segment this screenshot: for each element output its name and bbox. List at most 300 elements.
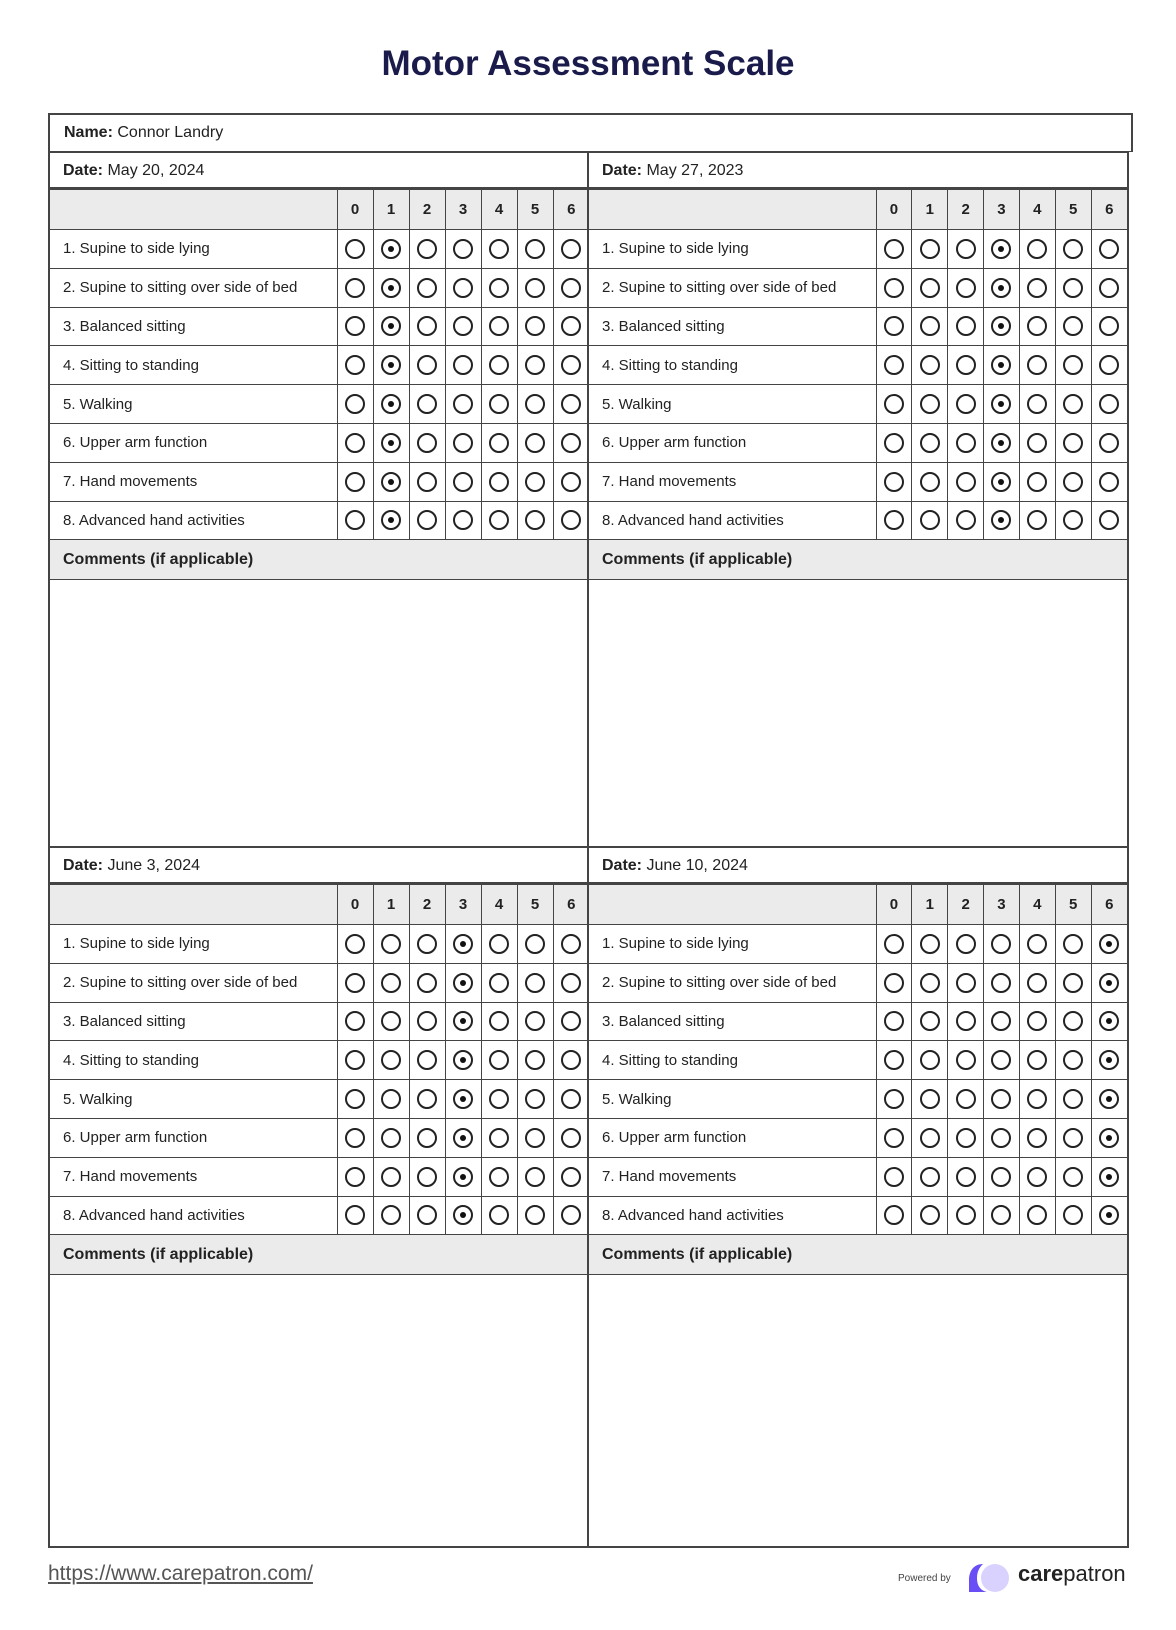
item-label: 6. Upper arm function [589,423,876,462]
radio-unselected[interactable] [489,934,509,954]
radio-unselected[interactable] [920,239,940,259]
score-cell [1055,1080,1091,1119]
radio-unselected[interactable] [1063,433,1083,453]
radio-selected[interactable] [453,1011,473,1031]
radio-unselected[interactable] [1027,472,1047,492]
radio-unselected[interactable] [1099,316,1119,336]
radio-selected[interactable] [1099,1128,1119,1148]
radio-unselected[interactable] [345,1089,365,1109]
radio-unselected[interactable] [920,355,940,375]
radio-unselected[interactable] [884,1011,904,1031]
radio-unselected[interactable] [1027,510,1047,530]
radio-unselected[interactable] [417,1050,437,1070]
radio-unselected[interactable] [489,278,509,298]
radio-selected[interactable] [453,1050,473,1070]
page-title: Motor Assessment Scale [381,44,795,83]
radio-unselected[interactable] [417,973,437,993]
radio-unselected[interactable] [920,973,940,993]
comments-field[interactable] [589,580,1127,848]
radio-unselected[interactable] [489,472,509,492]
radio-unselected[interactable] [920,433,940,453]
radio-unselected[interactable] [561,316,581,336]
radio-unselected[interactable] [561,239,581,259]
radio-unselected[interactable] [1063,472,1083,492]
score-cell [445,1157,481,1196]
radio-unselected[interactable] [1027,1128,1047,1148]
radio-selected[interactable] [381,394,401,414]
radio-unselected[interactable] [489,355,509,375]
score-cell [373,963,409,1002]
score-table [50,189,589,540]
score-cell [517,1041,553,1080]
radio-unselected[interactable] [561,510,581,530]
score-cell [517,1080,553,1119]
radio-unselected[interactable] [956,1050,976,1070]
radio-unselected[interactable] [345,1011,365,1031]
radio-unselected[interactable] [381,973,401,993]
radio-unselected[interactable] [345,433,365,453]
score-cell [1055,385,1091,424]
radio-unselected[interactable] [345,1167,365,1187]
radio-unselected[interactable] [417,510,437,530]
radio-unselected[interactable] [345,1050,365,1070]
radio-unselected[interactable] [489,1167,509,1187]
radio-unselected[interactable] [417,1205,437,1225]
radio-unselected[interactable] [956,973,976,993]
radio-unselected[interactable] [381,1167,401,1187]
date-label: Date: [602,857,643,874]
radio-unselected[interactable] [417,1011,437,1031]
radio-selected[interactable] [453,934,473,954]
radio-unselected[interactable] [489,239,509,259]
score-cell [373,385,409,424]
radio-unselected[interactable] [525,1050,545,1070]
radio-unselected[interactable] [561,433,581,453]
radio-unselected[interactable] [417,1167,437,1187]
score-cell [337,1002,373,1041]
radio-unselected[interactable] [884,239,904,259]
radio-unselected[interactable] [956,316,976,336]
radio-unselected[interactable] [345,355,365,375]
radio-unselected[interactable] [884,394,904,414]
radio-unselected[interactable] [920,394,940,414]
radio-unselected[interactable] [920,934,940,954]
score-header-0: 0 [876,190,912,230]
radio-unselected[interactable] [956,1167,976,1187]
radio-unselected[interactable] [956,1128,976,1148]
radio-selected[interactable] [381,278,401,298]
radio-unselected[interactable] [561,1128,581,1148]
score-cell [373,1196,409,1235]
radio-selected[interactable] [453,973,473,993]
table-row [50,1002,589,1041]
radio-unselected[interactable] [884,433,904,453]
radio-unselected[interactable] [561,1167,581,1187]
radio-unselected[interactable] [1063,1011,1083,1031]
score-cell [984,1080,1020,1119]
radio-unselected[interactable] [1099,433,1119,453]
radio-selected[interactable] [991,472,1011,492]
assessment-date-row [589,151,1127,189]
radio-unselected[interactable] [525,472,545,492]
score-cell [1091,1157,1127,1196]
radio-unselected[interactable] [956,472,976,492]
radio-unselected[interactable] [381,934,401,954]
radio-unselected[interactable] [956,394,976,414]
radio-unselected[interactable] [991,1167,1011,1187]
item-label: 1. Supine to side lying [50,230,337,269]
table-row [50,1196,589,1235]
radio-unselected[interactable] [561,472,581,492]
score-cell [1091,1196,1127,1235]
radio-unselected[interactable] [525,239,545,259]
radio-unselected[interactable] [525,1089,545,1109]
assessment-3 [48,846,589,1548]
radio-selected[interactable] [1099,1011,1119,1031]
radio-unselected[interactable] [884,510,904,530]
radio-unselected[interactable] [1063,1089,1083,1109]
radio-unselected[interactable] [417,433,437,453]
radio-unselected[interactable] [525,316,545,336]
radio-unselected[interactable] [1063,1128,1083,1148]
score-header-0: 0 [337,885,373,925]
carepatron-brand [1018,1561,1126,1587]
score-header-6: 6 [1091,885,1127,925]
radio-unselected[interactable] [884,973,904,993]
radio-unselected[interactable] [453,433,473,453]
radio-unselected[interactable] [1063,394,1083,414]
score-cell [1019,268,1055,307]
radio-unselected[interactable] [920,510,940,530]
item-label: 1. Supine to side lying [589,925,876,964]
radio-unselected[interactable] [1099,239,1119,259]
comments-field[interactable] [50,580,589,848]
radio-unselected[interactable] [991,1011,1011,1031]
score-header-2: 2 [409,885,445,925]
radio-unselected[interactable] [1063,934,1083,954]
radio-unselected[interactable] [956,1089,976,1109]
radio-unselected[interactable] [489,1205,509,1225]
radio-unselected[interactable] [525,1167,545,1187]
radio-selected[interactable] [453,1128,473,1148]
radio-unselected[interactable] [525,510,545,530]
score-cell [445,346,481,385]
score-cell [517,385,553,424]
score-cell [1055,307,1091,346]
radio-unselected[interactable] [884,1167,904,1187]
radio-unselected[interactable] [956,934,976,954]
comments-field[interactable] [50,1275,589,1548]
radio-selected[interactable] [991,355,1011,375]
radio-unselected[interactable] [381,1205,401,1225]
carepatron-link[interactable]: https://www.carepatron.com/ [48,1562,313,1585]
radio-unselected[interactable] [417,278,437,298]
radio-unselected[interactable] [561,1089,581,1109]
radio-unselected[interactable] [884,1050,904,1070]
score-cell [337,1080,373,1119]
radio-unselected[interactable] [489,1089,509,1109]
radio-unselected[interactable] [1099,394,1119,414]
score-cell [481,268,517,307]
radio-unselected[interactable] [489,1128,509,1148]
score-cell [912,925,948,964]
score-cell [517,462,553,501]
radio-unselected[interactable] [561,278,581,298]
radio-unselected[interactable] [453,355,473,375]
radio-unselected[interactable] [1027,1167,1047,1187]
radio-unselected[interactable] [920,316,940,336]
radio-unselected[interactable] [920,1050,940,1070]
radio-unselected[interactable] [453,278,473,298]
radio-selected[interactable] [381,510,401,530]
radio-unselected[interactable] [561,1011,581,1031]
radio-unselected[interactable] [453,316,473,336]
radio-unselected[interactable] [561,1050,581,1070]
radio-unselected[interactable] [1063,239,1083,259]
radio-unselected[interactable] [345,278,365,298]
radio-unselected[interactable] [417,1089,437,1109]
radio-selected[interactable] [453,1167,473,1187]
radio-unselected[interactable] [561,973,581,993]
score-header-2: 2 [948,190,984,230]
radio-unselected[interactable] [561,1205,581,1225]
table-row [589,230,1127,269]
radio-unselected[interactable] [381,1011,401,1031]
radio-unselected[interactable] [453,394,473,414]
radio-unselected[interactable] [884,472,904,492]
radio-selected[interactable] [1099,1050,1119,1070]
radio-unselected[interactable] [991,1050,1011,1070]
radio-unselected[interactable] [453,239,473,259]
radio-unselected[interactable] [417,472,437,492]
radio-selected[interactable] [991,394,1011,414]
radio-unselected[interactable] [1027,355,1047,375]
radio-unselected[interactable] [381,1128,401,1148]
table-row [589,1041,1127,1080]
radio-unselected[interactable] [991,934,1011,954]
radio-unselected[interactable] [525,433,545,453]
radio-unselected[interactable] [1027,278,1047,298]
radio-unselected[interactable] [991,1205,1011,1225]
radio-unselected[interactable] [1063,1167,1083,1187]
score-cell [984,1002,1020,1041]
radio-unselected[interactable] [1063,278,1083,298]
radio-unselected[interactable] [1027,1205,1047,1225]
comments-field[interactable] [589,1275,1127,1548]
score-header-3: 3 [984,885,1020,925]
radio-selected[interactable] [991,433,1011,453]
radio-unselected[interactable] [1027,1050,1047,1070]
radio-unselected[interactable] [525,973,545,993]
table-row [589,346,1127,385]
radio-unselected[interactable] [525,355,545,375]
score-header-5: 5 [1055,885,1091,925]
table-row [50,268,589,307]
radio-unselected[interactable] [417,934,437,954]
radio-unselected[interactable] [525,278,545,298]
radio-unselected[interactable] [956,278,976,298]
score-cell [517,501,553,540]
radio-unselected[interactable] [884,934,904,954]
score-cell [337,385,373,424]
radio-unselected[interactable] [345,472,365,492]
score-cell [876,1196,912,1235]
radio-unselected[interactable] [956,239,976,259]
table-row [589,462,1127,501]
radio-unselected[interactable] [884,316,904,336]
radio-unselected[interactable] [345,510,365,530]
radio-unselected[interactable] [1063,1050,1083,1070]
radio-unselected[interactable] [417,355,437,375]
radio-unselected[interactable] [525,1128,545,1148]
radio-unselected[interactable] [991,973,1011,993]
radio-unselected[interactable] [920,1011,940,1031]
radio-unselected[interactable] [991,1128,1011,1148]
radio-unselected[interactable] [1027,973,1047,993]
radio-unselected[interactable] [884,355,904,375]
radio-unselected[interactable] [561,934,581,954]
radio-unselected[interactable] [525,934,545,954]
radio-unselected[interactable] [489,316,509,336]
radio-unselected[interactable] [920,1167,940,1187]
radio-unselected[interactable] [489,1011,509,1031]
radio-unselected[interactable] [561,394,581,414]
score-cell [1055,1118,1091,1157]
radio-unselected[interactable] [525,394,545,414]
radio-unselected[interactable] [453,510,473,530]
score-cell [445,307,481,346]
radio-selected[interactable] [381,239,401,259]
assessment-date: June 10, 2024 [646,857,748,874]
radio-selected[interactable] [381,355,401,375]
radio-unselected[interactable] [1063,355,1083,375]
radio-unselected[interactable] [920,1128,940,1148]
radio-unselected[interactable] [345,973,365,993]
radio-selected[interactable] [1099,1205,1119,1225]
radio-unselected[interactable] [417,394,437,414]
score-cell [409,423,445,462]
score-cell [337,1196,373,1235]
score-cell [373,925,409,964]
radio-unselected[interactable] [1027,394,1047,414]
radio-unselected[interactable] [489,973,509,993]
radio-selected[interactable] [1099,973,1119,993]
radio-unselected[interactable] [1027,1011,1047,1031]
radio-unselected[interactable] [453,472,473,492]
score-cell [1019,1157,1055,1196]
radio-unselected[interactable] [1099,510,1119,530]
radio-selected[interactable] [381,316,401,336]
radio-unselected[interactable] [417,239,437,259]
radio-unselected[interactable] [956,433,976,453]
comments-header: Comments (if applicable) [589,1235,1127,1275]
radio-unselected[interactable] [884,1205,904,1225]
radio-unselected[interactable] [489,433,509,453]
radio-unselected[interactable] [1027,1089,1047,1109]
radio-unselected[interactable] [345,394,365,414]
radio-unselected[interactable] [991,1089,1011,1109]
radio-unselected[interactable] [525,1205,545,1225]
radio-unselected[interactable] [345,934,365,954]
radio-selected[interactable] [381,433,401,453]
radio-selected[interactable] [453,1089,473,1109]
radio-unselected[interactable] [489,510,509,530]
table-row [50,462,589,501]
radio-unselected[interactable] [345,1205,365,1225]
radio-unselected[interactable] [956,1205,976,1225]
score-header-3: 3 [445,885,481,925]
radio-unselected[interactable] [345,239,365,259]
radio-unselected[interactable] [417,316,437,336]
radio-unselected[interactable] [1063,1205,1083,1225]
radio-selected[interactable] [1099,1089,1119,1109]
radio-unselected[interactable] [381,1089,401,1109]
radio-unselected[interactable] [381,1050,401,1070]
radio-unselected[interactable] [489,394,509,414]
radio-unselected[interactable] [1027,934,1047,954]
radio-unselected[interactable] [884,1128,904,1148]
score-cell [337,230,373,269]
radio-unselected[interactable] [1063,510,1083,530]
table-row [50,230,589,269]
radio-unselected[interactable] [956,355,976,375]
radio-unselected[interactable] [489,1050,509,1070]
score-cell [876,346,912,385]
radio-unselected[interactable] [1027,433,1047,453]
radio-unselected[interactable] [920,278,940,298]
radio-unselected[interactable] [1099,278,1119,298]
item-label: 4. Sitting to standing [589,1041,876,1080]
radio-unselected[interactable] [956,1011,976,1031]
radio-unselected[interactable] [1099,355,1119,375]
radio-unselected[interactable] [1099,472,1119,492]
radio-selected[interactable] [991,316,1011,336]
radio-unselected[interactable] [956,510,976,530]
score-cell [876,1041,912,1080]
radio-selected[interactable] [991,278,1011,298]
score-cell [517,1002,553,1041]
radio-unselected[interactable] [1063,973,1083,993]
radio-unselected[interactable] [561,355,581,375]
radio-selected[interactable] [1099,1167,1119,1187]
table-row [589,307,1127,346]
radio-unselected[interactable] [345,1128,365,1148]
radio-unselected[interactable] [1027,239,1047,259]
radio-unselected[interactable] [884,1089,904,1109]
item-label: 4. Sitting to standing [50,1041,337,1080]
score-cell [1019,307,1055,346]
score-cell [481,1157,517,1196]
radio-selected[interactable] [453,1205,473,1225]
radio-unselected[interactable] [525,1011,545,1031]
radio-unselected[interactable] [345,316,365,336]
radio-unselected[interactable] [920,1089,940,1109]
radio-unselected[interactable] [920,472,940,492]
radio-selected[interactable] [991,239,1011,259]
item-label: 5. Walking [589,385,876,424]
radio-unselected[interactable] [884,278,904,298]
radio-unselected[interactable] [417,1128,437,1148]
radio-unselected[interactable] [1027,316,1047,336]
radio-unselected[interactable] [920,1205,940,1225]
radio-selected[interactable] [1099,934,1119,954]
radio-selected[interactable] [991,510,1011,530]
score-cell [409,1118,445,1157]
item-label: 8. Advanced hand activities [589,501,876,540]
radio-selected[interactable] [381,472,401,492]
score-cell [517,1196,553,1235]
radio-unselected[interactable] [1063,316,1083,336]
